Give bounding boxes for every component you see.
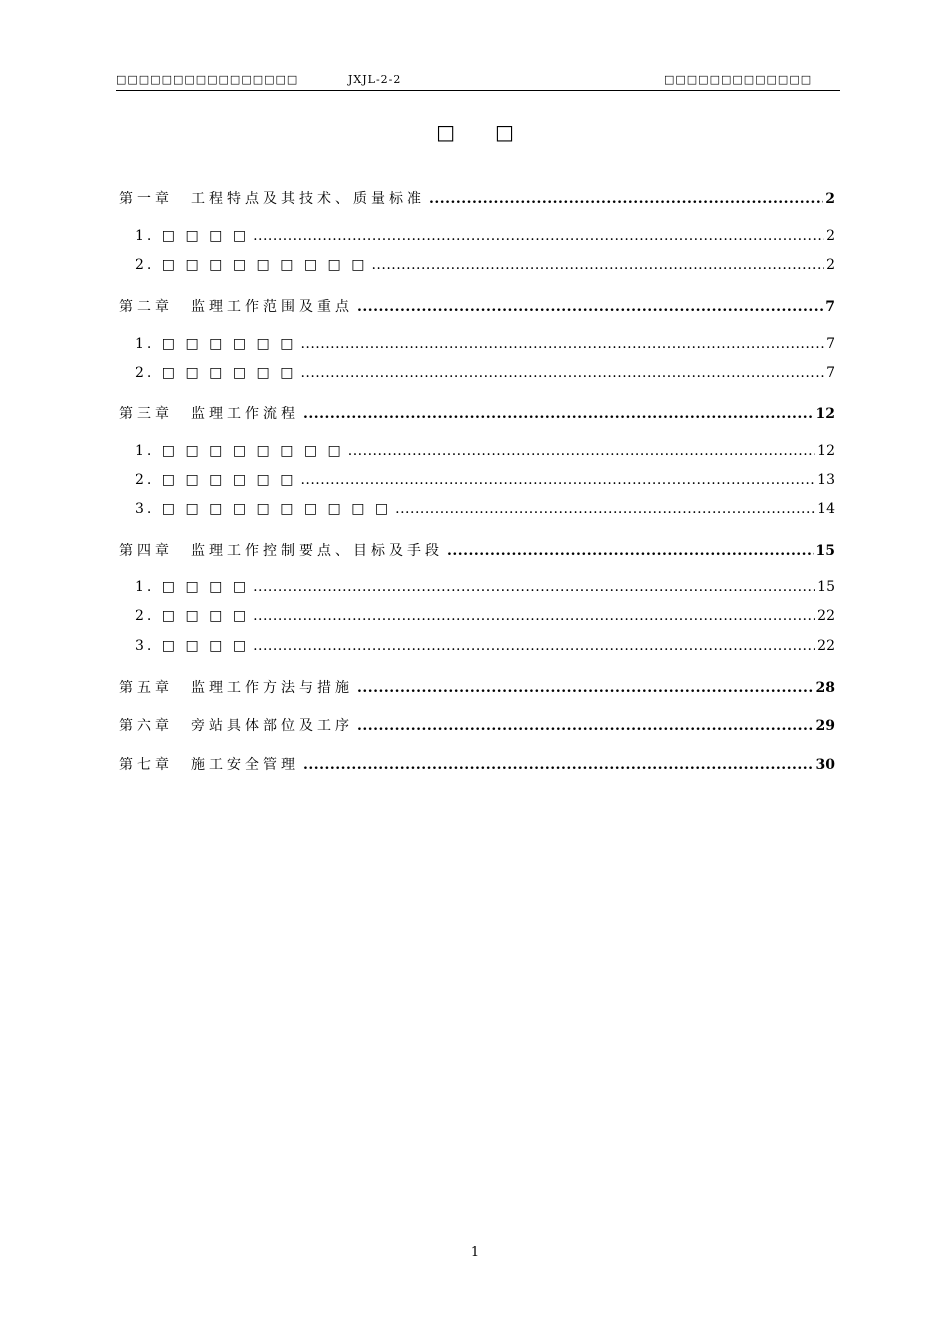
toc-page-number: 15 <box>817 579 835 595</box>
toc-dot-leader <box>303 757 814 773</box>
toc-dot-leader <box>253 608 815 624</box>
toc-chapter-entry[interactable] <box>119 296 835 316</box>
toc-entry-label: 3. □ □ □ □ <box>135 638 250 654</box>
toc-page-number: 7 <box>825 299 835 315</box>
toc-chapter-number: 第五章 <box>119 680 173 696</box>
toc-entry-label: 1. □ □ □ □ <box>135 579 250 595</box>
toc-chapter-entry[interactable] <box>119 715 835 735</box>
toc-dot-leader <box>303 406 814 422</box>
toc-section-entry[interactable] <box>119 472 835 488</box>
toc-dot-leader <box>357 299 823 315</box>
toc-chapter-number: 第六章 <box>119 718 173 734</box>
header-document-code: JXJL-2-2 <box>348 73 402 86</box>
toc-chapter-number: 第一章 <box>119 191 173 207</box>
toc-section-entry[interactable] <box>119 638 835 654</box>
toc-chapter-entry[interactable] <box>119 403 835 423</box>
page-number: 1 <box>470 1245 480 1260</box>
toc-entry-label: 3. □ □ □ □ □ □ □ □ □ □ <box>135 501 392 517</box>
toc-page-number: 29 <box>815 718 835 734</box>
toc-dot-leader <box>357 718 814 734</box>
toc-dot-leader <box>429 191 823 207</box>
toc-entry-label: 监理工作范围及重点 <box>191 299 353 315</box>
toc-section-entry[interactable] <box>119 579 835 595</box>
toc-page-number: 22 <box>817 608 835 624</box>
toc-dot-leader <box>447 543 814 559</box>
toc-page-number: 22 <box>817 638 835 654</box>
toc-page-number: 14 <box>817 501 835 517</box>
toc-dot-leader <box>253 228 824 244</box>
toc-entry-label: 2. □ □ □ □ □ □ <box>135 472 297 488</box>
header-right-text: □□□□□□□□□□□□□ <box>664 73 813 86</box>
toc-chapter-entry[interactable] <box>119 540 835 560</box>
toc-page-number: 12 <box>817 443 835 459</box>
toc-page-number: 7 <box>826 365 835 381</box>
toc-dot-leader <box>300 365 824 381</box>
toc-dot-leader <box>395 501 815 517</box>
toc-chapter-entry[interactable] <box>119 754 835 774</box>
toc-entry-label: 监理工作控制要点、目标及手段 <box>191 543 443 559</box>
toc-entry-label: 旁站具体部位及工序 <box>191 718 353 734</box>
toc-entry-label: 2. □ □ □ □ <box>135 608 250 624</box>
toc-dot-leader <box>357 680 814 696</box>
toc-entry-label: 监理工作流程 <box>191 406 299 422</box>
toc-entry-label: 监理工作方法与措施 <box>191 680 353 696</box>
toc-page-number: 2 <box>825 191 835 207</box>
toc-section-entry[interactable] <box>119 228 835 244</box>
toc-page-number: 12 <box>815 406 835 422</box>
toc-dot-leader <box>371 257 824 273</box>
toc-entry-label: 工程特点及其技术、质量标准 <box>191 191 425 207</box>
toc-chapter-number: 第三章 <box>119 406 173 422</box>
toc-chapter-entry[interactable] <box>119 677 835 697</box>
toc-page-number: 13 <box>817 472 835 488</box>
toc-dot-leader <box>253 638 815 654</box>
toc-title: □□ <box>436 120 554 144</box>
toc-page-number: 15 <box>815 543 835 559</box>
toc-chapter-number: 第二章 <box>119 299 173 315</box>
toc-dot-leader <box>300 472 815 488</box>
toc-page-number: 28 <box>815 680 835 696</box>
toc-section-entry[interactable] <box>119 443 835 459</box>
toc-chapter-number: 第七章 <box>119 757 173 773</box>
toc-page-number: 2 <box>826 228 835 244</box>
toc-chapter-entry[interactable] <box>119 188 835 208</box>
toc-entry-label: 1. □ □ □ □ □ □ <box>135 336 297 352</box>
toc-page-number: 7 <box>826 336 835 352</box>
toc-dot-leader <box>253 579 815 595</box>
toc-section-entry[interactable] <box>119 257 835 273</box>
toc-entry-label: 2. □ □ □ □ □ □ <box>135 365 297 381</box>
toc-dot-leader <box>348 443 815 459</box>
toc-page-number: 2 <box>826 257 835 273</box>
toc-section-entry[interactable] <box>119 365 835 381</box>
toc-section-entry[interactable] <box>119 336 835 352</box>
page-header <box>116 72 840 91</box>
toc-page-number: 30 <box>815 757 835 773</box>
toc-chapter-number: 第四章 <box>119 543 173 559</box>
toc-entry-label: 2. □ □ □ □ □ □ □ □ □ <box>135 257 368 273</box>
toc-entry-label: 1. □ □ □ □ <box>135 228 250 244</box>
header-left-text: □□□□□□□□□□□□□□□□ <box>116 73 299 86</box>
toc-entry-label: 施工安全管理 <box>191 757 299 773</box>
toc-entry-label: 1. □ □ □ □ □ □ □ □ <box>135 443 344 459</box>
toc-section-entry[interactable] <box>119 501 835 517</box>
toc-section-entry[interactable] <box>119 608 835 624</box>
toc-dot-leader <box>300 336 824 352</box>
